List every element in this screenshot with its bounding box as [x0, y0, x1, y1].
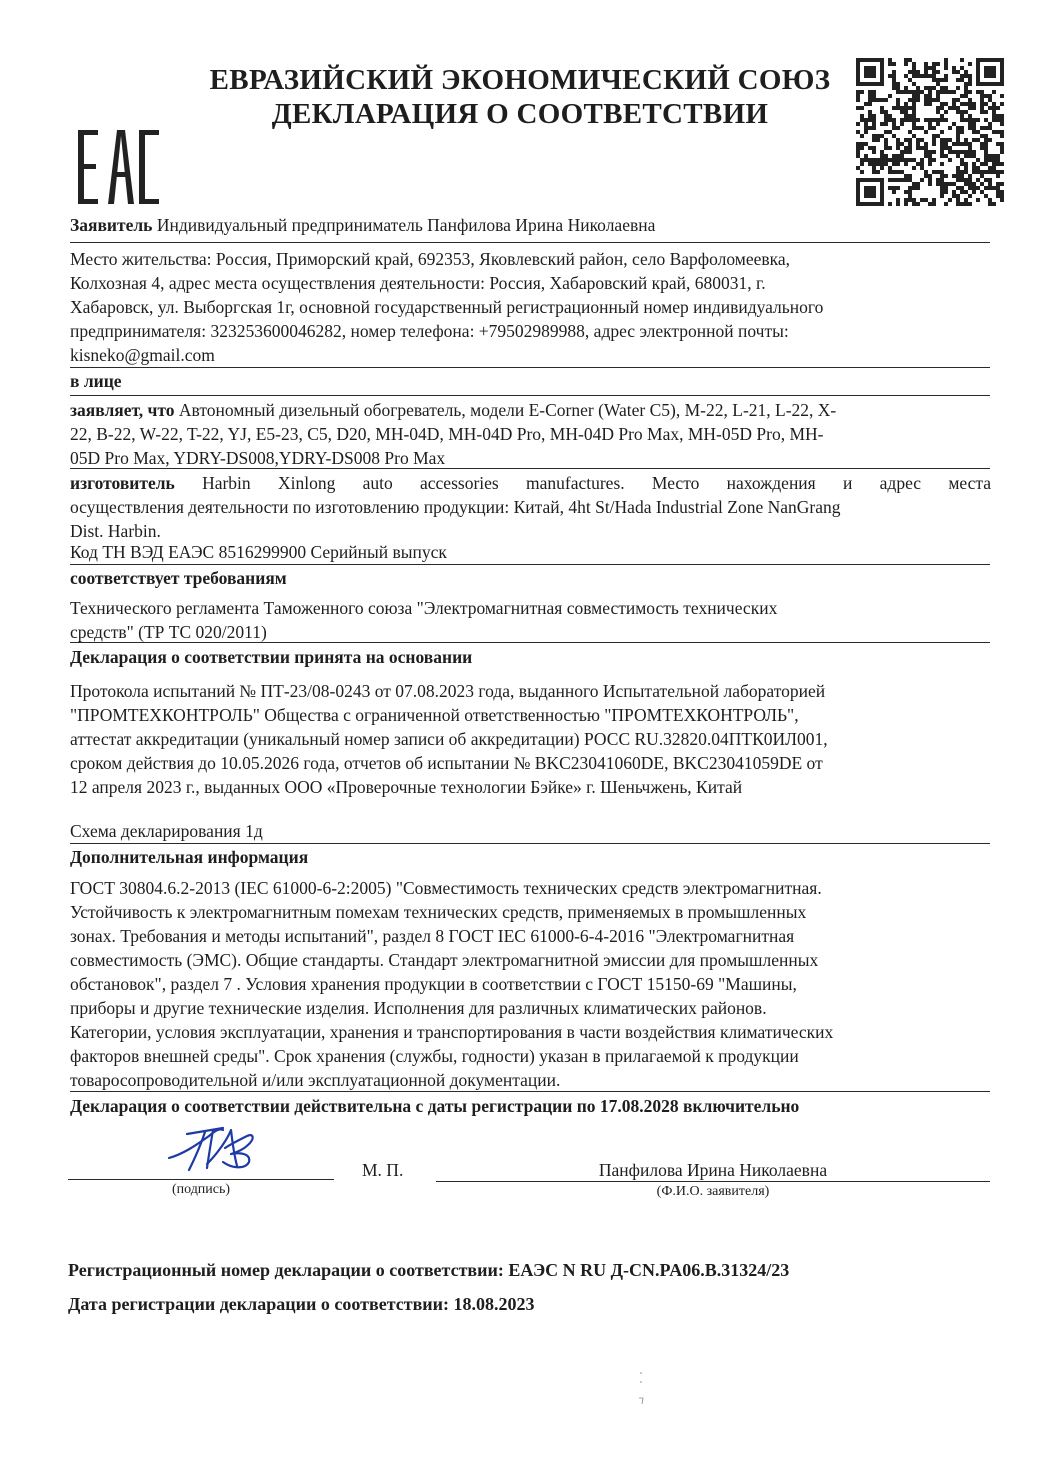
info-line: зонах. Требования и методы испытаний", раздел 8 ГОСТ IEC 61000-6-4-2016 "Электромагнитная [70, 926, 795, 946]
info-line: обстановок", раздел 7 . Условия хранения продукции в соответствии с ГОСТ 15150-69 "Машины, [70, 974, 797, 994]
applicant-signer-name: Панфилова Ирина Николаевна [598, 1160, 828, 1180]
conforms-text [70, 596, 991, 644]
registration-date: Дата регистрации декларации о соответствии: 18.08.2023 [68, 1294, 535, 1314]
address-line: Колхозная 4, адрес места осуществления деятельности: Россия, Хабаровский край, 680031, г. [70, 273, 766, 293]
scan-specks [636, 1370, 646, 1410]
regulation-line: средств" (ТР ТС 020/2011) [70, 622, 267, 642]
address-line: kisneko@gmail.com [70, 345, 215, 365]
name-caption: (Ф.И.О. заявителя) [656, 1184, 770, 1199]
divider [70, 564, 990, 565]
manufacturer-text: Harbin Xinlong auto accessories manufactures. Место нахождения и адрес места [174, 473, 991, 493]
info-line: приборы и другие технические изделия. Исполнения для различных климатических районов. [70, 998, 767, 1018]
handwritten-signature [165, 1118, 261, 1176]
divider [70, 242, 990, 243]
info-line: Устойчивость к электромагнитным помехам технических средств, применяемых в промышленных [70, 902, 807, 922]
address-line: предпринимателя: 323253600046282, номер телефона: +79502989988, адрес электронной почты: [70, 321, 789, 341]
declaration-scheme: Схема декларирования 1д [70, 821, 263, 841]
regulation-line: Технического регламента Таможенного союза "Электромагнитная совместимость технических [70, 598, 778, 618]
document-title-declaration: ДЕКЛАРАЦИЯ О СООТВЕТСТВИИ [271, 98, 769, 130]
manufacturer-text: Dist. Harbin. [70, 521, 161, 541]
stamp-place-label: М. П. [362, 1160, 404, 1180]
document-title-union: ЕВРАЗИЙСКИЙ ЭКОНОМИЧЕСКИЙ СОЮЗ [209, 64, 831, 96]
basis-line: 12 апреля 2023 г., выданных ООО «Проверочные технологии Бэйке» г. Шеньчжень, Китай [70, 777, 743, 797]
registration-number: Регистрационный номер декларации о соответствии: ЕАЭС N RU Д-CN.PA06.B.31324/23 [68, 1260, 790, 1280]
in-person-label: в лице [70, 371, 122, 391]
divider [70, 367, 990, 368]
name-line [436, 1181, 990, 1182]
additional-info-text [70, 876, 991, 1092]
basis-line: "ПРОМТЕХКОНТРОЛЬ" Общества с ограниченной ответственностью "ПРОМТЕХКОНТРОЛЬ", [70, 705, 799, 725]
manufacturer-section [70, 471, 991, 543]
info-line: Категории, условия эксплуатации, хранения и транспортирования в части воздействия климатических [70, 1022, 834, 1042]
divider [70, 843, 990, 844]
manufacturer-label: изготовитель [70, 473, 175, 493]
address-line: Место жительства: Россия, Приморский край, 692353, Яковлевский район, село Варфоломеевка, [70, 249, 791, 269]
info-line: совместимость (ЭМС). Общие стандарты. Стандарт электромагнитной эмиссии для промышленных [70, 950, 819, 970]
applicant-address [70, 247, 991, 367]
additional-info-label: Дополнительная информация [70, 847, 309, 867]
basis-label: Декларация о соответствии принята на основании [70, 647, 473, 667]
signature-caption: (подпись) [171, 1182, 231, 1197]
hs-code: Код ТН ВЭД ЕАЭС 8516299900 Серийный выпуск [70, 542, 447, 562]
address-line: Хабаровск, ул. Выборгская 1г, основной государственный регистрационный номер индивидуального [70, 297, 824, 317]
info-line: товаросопроводительной и/или эксплуатационной документации. [70, 1070, 561, 1090]
info-line: ГОСТ 30804.6.2-2013 (IEC 61000-6-2:2005) "Совместимость технических средств электромагнитная. [70, 878, 822, 898]
basis-line: Протокола испытаний № ПТ-23/08-0243 от 07.08.2023 года, выданного Испытательной лабораторией [70, 681, 826, 701]
declares-label: заявляет, что [70, 400, 175, 420]
applicant-label: Заявитель [70, 215, 153, 235]
product-line: 05D Pro Max, YDRY-DS008,YDRY-DS008 Pro Max [70, 448, 446, 468]
validity-statement: Декларация о соответствии действительна с даты регистрации по 17.08.2028 включительно [70, 1096, 800, 1116]
declares-section [70, 398, 991, 470]
qr-code-icon [856, 58, 1004, 206]
product-line: Автономный дизельный обогреватель, модели E-Corner (Water C5), M-22, L-21, L-22, X- [174, 400, 837, 420]
basis-text [70, 679, 991, 799]
conforms-label: соответствует требованиям [70, 568, 287, 588]
product-line: 22, B-22, W-22, T-22, YJ, E5-23, C5, D20, MH-04D, MH-04D Pro, MH-04D Pro Max, MH-05D Pro, MH- [70, 424, 824, 444]
eac-logo-icon [78, 130, 160, 204]
divider [70, 1091, 990, 1092]
applicant-name: Индивидуальный предприниматель Панфилова Ирина Николаевна [152, 215, 656, 235]
manufacturer-text: осуществления деятельности по изготовлению продукции: Китай, 4ht St/Hada Industrial Zone NanGrang [70, 497, 841, 517]
divider [70, 642, 990, 643]
applicant-section [70, 213, 991, 237]
basis-line: аттестат аккредитации (уникальный номер записи об аккредитации) РОСС RU.32820.04ПТК0ИЛ001, [70, 729, 828, 749]
divider [70, 395, 990, 396]
signature-line [68, 1179, 334, 1180]
basis-line: сроком действия до 10.05.2026 года, отчетов об испытании № BKC23041060DE, BKC23041059DE от [70, 753, 823, 773]
info-line: факторов внешней среды". Срок хранения (службы, годности) указан в прилагаемой к продукции [70, 1046, 799, 1066]
divider [70, 468, 990, 469]
